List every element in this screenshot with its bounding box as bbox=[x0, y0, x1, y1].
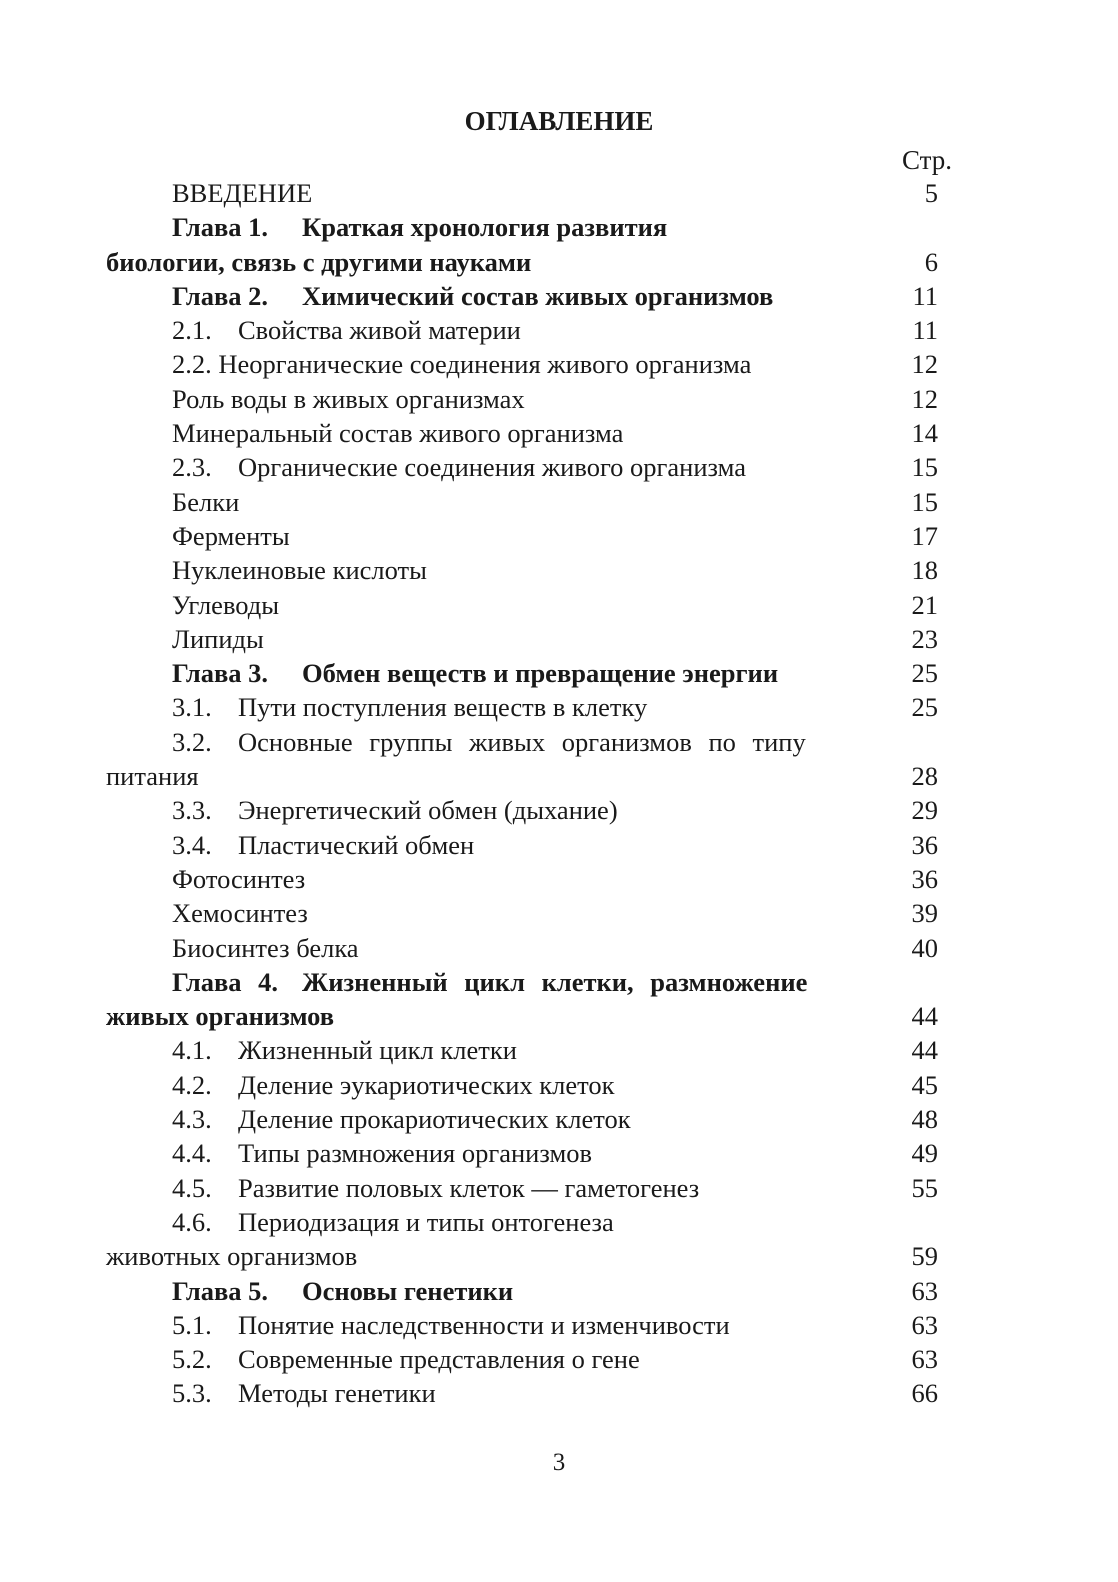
toc-entry-label: Белки bbox=[172, 486, 240, 517]
toc-entry bbox=[0, 999, 1118, 1033]
toc-entry bbox=[0, 519, 1118, 553]
toc-entry bbox=[0, 862, 1118, 896]
toc-entry bbox=[0, 1205, 1118, 1239]
toc-entry-text bbox=[172, 1171, 699, 1205]
toc-entry-text bbox=[172, 896, 308, 930]
toc-entry-text bbox=[172, 725, 806, 759]
toc-entry bbox=[0, 725, 1118, 759]
toc-entry-page: 12 bbox=[911, 349, 938, 380]
toc-entry-page: 29 bbox=[911, 795, 938, 826]
toc-entry-number: 2.1. bbox=[172, 315, 212, 346]
toc-list bbox=[0, 176, 1118, 1411]
toc-entry bbox=[0, 1342, 1118, 1376]
toc-entry bbox=[0, 1136, 1118, 1170]
toc-entry-page: 6 bbox=[924, 246, 938, 277]
toc-entry-page: 28 bbox=[911, 761, 938, 792]
toc-entry-number: Глава 2. bbox=[172, 280, 269, 311]
toc-entry-page: 59 bbox=[911, 1241, 938, 1272]
toc-entry bbox=[0, 828, 1118, 862]
toc-entry-page: 18 bbox=[911, 555, 938, 586]
toc-entry-label: биологии, связь с другими науками bbox=[106, 246, 532, 277]
toc-entry-text bbox=[172, 279, 773, 313]
toc-entry bbox=[0, 313, 1118, 347]
toc-entry-text bbox=[172, 828, 474, 862]
toc-entry-label: питания bbox=[106, 761, 199, 792]
toc-entry-label: Минеральный состав живого организма bbox=[172, 418, 624, 449]
toc-entry-text bbox=[172, 622, 264, 656]
toc-entry-page: 63 bbox=[911, 1275, 938, 1306]
page-column-header: Стр. bbox=[901, 145, 952, 175]
toc-entry-label: Пути поступления веществ в клетку bbox=[238, 692, 648, 723]
toc-entry-label: Основы генетики bbox=[302, 1275, 514, 1306]
toc-entry-page: 44 bbox=[911, 1035, 938, 1066]
toc-entry-label: ВВЕДЕНИЕ bbox=[172, 178, 313, 208]
toc-entry-page: 63 bbox=[911, 1344, 938, 1375]
toc-entry bbox=[0, 622, 1118, 656]
toc-entry-label: Фотосинтез bbox=[172, 863, 306, 894]
toc-entry-text bbox=[106, 1239, 357, 1273]
toc-entry-number: Глава 4. bbox=[172, 966, 279, 997]
toc-entry-text bbox=[172, 450, 746, 484]
toc-entry-text bbox=[172, 656, 778, 690]
toc-entry bbox=[0, 1308, 1118, 1342]
toc-entry-label: Энергетический обмен (дыхание) bbox=[238, 795, 618, 826]
toc-entry-number: 4.4. bbox=[172, 1138, 212, 1169]
toc-entry-page: 14 bbox=[911, 418, 938, 449]
toc-entry-label: животных организмов bbox=[106, 1241, 358, 1272]
toc-entry-page: 36 bbox=[911, 829, 938, 860]
toc-entry-label: Биосинтез белка bbox=[172, 932, 359, 963]
toc-entry-text bbox=[172, 931, 359, 965]
toc-entry-number: 4.3. bbox=[172, 1104, 212, 1135]
toc-entry-label: Углеводы bbox=[172, 589, 280, 620]
toc-entry bbox=[0, 656, 1118, 690]
toc-entry-label: Деление эукариотических клеток bbox=[238, 1069, 615, 1100]
toc-entry-label: 2.2. Неорганические соединения живого организма bbox=[172, 349, 752, 380]
toc-entry-page: 39 bbox=[911, 898, 938, 929]
toc-entry-page: 48 bbox=[911, 1104, 938, 1135]
toc-entry bbox=[0, 176, 1118, 210]
toc-entry-label: Роль воды в живых организмах bbox=[172, 383, 525, 414]
toc-entry-text bbox=[172, 210, 667, 244]
toc-entry bbox=[0, 690, 1118, 724]
toc-entry-label: Краткая хронология развития bbox=[302, 212, 668, 243]
toc-entry-text bbox=[172, 862, 305, 896]
toc-entry-number: 5.1. bbox=[172, 1309, 212, 1340]
toc-entry-number: 3.1. bbox=[172, 692, 212, 723]
page-number: 3 bbox=[552, 1449, 566, 1476]
toc-entry-label: Деление прокариотических клеток bbox=[238, 1104, 631, 1135]
toc-entry bbox=[0, 382, 1118, 416]
toc-entry-text bbox=[106, 999, 334, 1033]
toc-entry-page: 25 bbox=[911, 692, 938, 723]
toc-entry-label: Современные представления о гене bbox=[238, 1344, 640, 1375]
toc-entry-text bbox=[172, 1136, 592, 1170]
toc-entry-page: 45 bbox=[911, 1069, 938, 1100]
toc-entry-text bbox=[172, 553, 427, 587]
toc-entry-page: 44 bbox=[911, 1001, 938, 1032]
toc-entry-page: 23 bbox=[911, 623, 938, 654]
toc-entry-page: 17 bbox=[911, 520, 938, 551]
toc-entry-number: 5.2. bbox=[172, 1344, 212, 1375]
toc-entry-number: 4.2. bbox=[172, 1069, 212, 1100]
toc-entry-page: 5 bbox=[924, 178, 938, 208]
toc-entry-number: Глава 1. bbox=[172, 212, 269, 243]
toc-entry-label: Понятие наследственности и изменчивости bbox=[238, 1309, 730, 1340]
toc-entry bbox=[0, 759, 1118, 793]
toc-entry-page: 36 bbox=[911, 863, 938, 894]
toc-entry-text bbox=[172, 1342, 640, 1376]
toc-entry-text bbox=[172, 1205, 614, 1239]
toc-entry bbox=[0, 1102, 1118, 1136]
toc-entry-label: живых организмов bbox=[106, 1001, 335, 1032]
toc-entry-text bbox=[172, 1308, 730, 1342]
toc-entry-number: Глава 5. bbox=[172, 1275, 269, 1306]
toc-entry-page: 15 bbox=[911, 452, 938, 483]
toc-entry-number: 3.2. bbox=[172, 726, 212, 757]
toc-entry bbox=[0, 931, 1118, 965]
toc-entry bbox=[0, 485, 1118, 519]
toc-entry-label: Органические соединения живого организма bbox=[238, 452, 746, 483]
toc-entry-text bbox=[172, 176, 312, 210]
toc-entry-text bbox=[172, 347, 751, 381]
toc-entry-label: Хемосинтез bbox=[172, 898, 308, 929]
toc-entry-page: 11 bbox=[912, 280, 938, 311]
toc-entry-number: 4.1. bbox=[172, 1035, 212, 1066]
toc-entry bbox=[0, 553, 1118, 587]
toc-entry-label: Химический состав живых организмов bbox=[302, 280, 774, 311]
toc-entry bbox=[0, 588, 1118, 622]
toc-entry-text bbox=[172, 690, 647, 724]
toc-entry-label: Липиды bbox=[172, 623, 264, 654]
toc-entry-label: Пластический обмен bbox=[238, 829, 475, 860]
toc-entry-label: Нуклеиновые кислоты bbox=[172, 555, 427, 586]
toc-entry-page: 21 bbox=[911, 589, 938, 620]
toc-entry-page: 25 bbox=[911, 658, 938, 689]
toc-entry-text bbox=[172, 1274, 513, 1308]
toc-entry-text bbox=[172, 965, 807, 999]
toc-entry-text bbox=[106, 759, 199, 793]
toc-entry bbox=[0, 1033, 1118, 1067]
toc-entry-number: 3.3. bbox=[172, 795, 212, 826]
toc-entry-text bbox=[172, 1376, 436, 1410]
toc-entry-label: Ферменты bbox=[172, 520, 290, 551]
toc-entry bbox=[0, 245, 1118, 279]
toc-entry-page: 40 bbox=[911, 932, 938, 963]
toc-entry-text bbox=[172, 1033, 517, 1067]
toc-entry-text bbox=[172, 793, 618, 827]
toc-entry bbox=[0, 450, 1118, 484]
toc-entry bbox=[0, 347, 1118, 381]
toc-entry bbox=[0, 1171, 1118, 1205]
toc-entry bbox=[0, 1068, 1118, 1102]
toc-entry-number: 4.6. bbox=[172, 1206, 212, 1237]
toc-entry-number: 2.3. bbox=[172, 452, 212, 483]
toc-entry-text bbox=[172, 416, 623, 450]
toc-entry bbox=[0, 210, 1118, 244]
toc-entry bbox=[0, 1239, 1118, 1273]
toc-entry-label: Периодизация и типы онтогенеза bbox=[238, 1206, 614, 1237]
toc-entry-text bbox=[172, 519, 290, 553]
toc-entry-text bbox=[172, 1102, 631, 1136]
toc-entry-text bbox=[172, 588, 279, 622]
toc-entry-page: 66 bbox=[911, 1378, 938, 1409]
toc-entry-page: 49 bbox=[911, 1138, 938, 1169]
toc-entry-number: 4.5. bbox=[172, 1172, 212, 1203]
toc-entry-label: Обмен веществ и превращение энергии bbox=[302, 658, 779, 689]
toc-entry bbox=[0, 279, 1118, 313]
toc-entry-label: Развитие половых клеток — гаметогенез bbox=[238, 1172, 700, 1203]
toc-entry-label: Свойства живой материи bbox=[238, 315, 521, 346]
toc-entry-text bbox=[106, 245, 531, 279]
toc-entry-label: Основные группы живых организмов по типу bbox=[238, 726, 806, 757]
toc-entry-label: Методы генетики bbox=[238, 1378, 436, 1409]
toc-entry bbox=[0, 1376, 1118, 1410]
toc-entry-page: 63 bbox=[911, 1309, 938, 1340]
toc-entry-label: Типы размножения организмов bbox=[238, 1138, 592, 1169]
toc-entry bbox=[0, 1274, 1118, 1308]
toc-entry-number: Глава 3. bbox=[172, 658, 269, 689]
toc-title: ОГЛАВЛЕНИЕ bbox=[464, 106, 654, 136]
toc-entry bbox=[0, 896, 1118, 930]
toc-entry bbox=[0, 965, 1118, 999]
toc-entry-label: Жизненный цикл клетки, размножение bbox=[302, 966, 808, 997]
toc-entry-page: 15 bbox=[911, 486, 938, 517]
toc-entry-text bbox=[172, 382, 525, 416]
toc-entry-text bbox=[172, 1068, 615, 1102]
toc-entry bbox=[0, 793, 1118, 827]
toc-entry-text bbox=[172, 313, 521, 347]
toc-entry bbox=[0, 416, 1118, 450]
toc-entry-page: 12 bbox=[911, 383, 938, 414]
toc-entry-number: 5.3. bbox=[172, 1378, 212, 1409]
toc-entry-page: 55 bbox=[911, 1172, 938, 1203]
toc-entry-page: 11 bbox=[912, 315, 938, 346]
toc-entry-number: 3.4. bbox=[172, 829, 212, 860]
toc-entry-text bbox=[172, 485, 239, 519]
toc-entry-label: Жизненный цикл клетки bbox=[238, 1035, 517, 1066]
